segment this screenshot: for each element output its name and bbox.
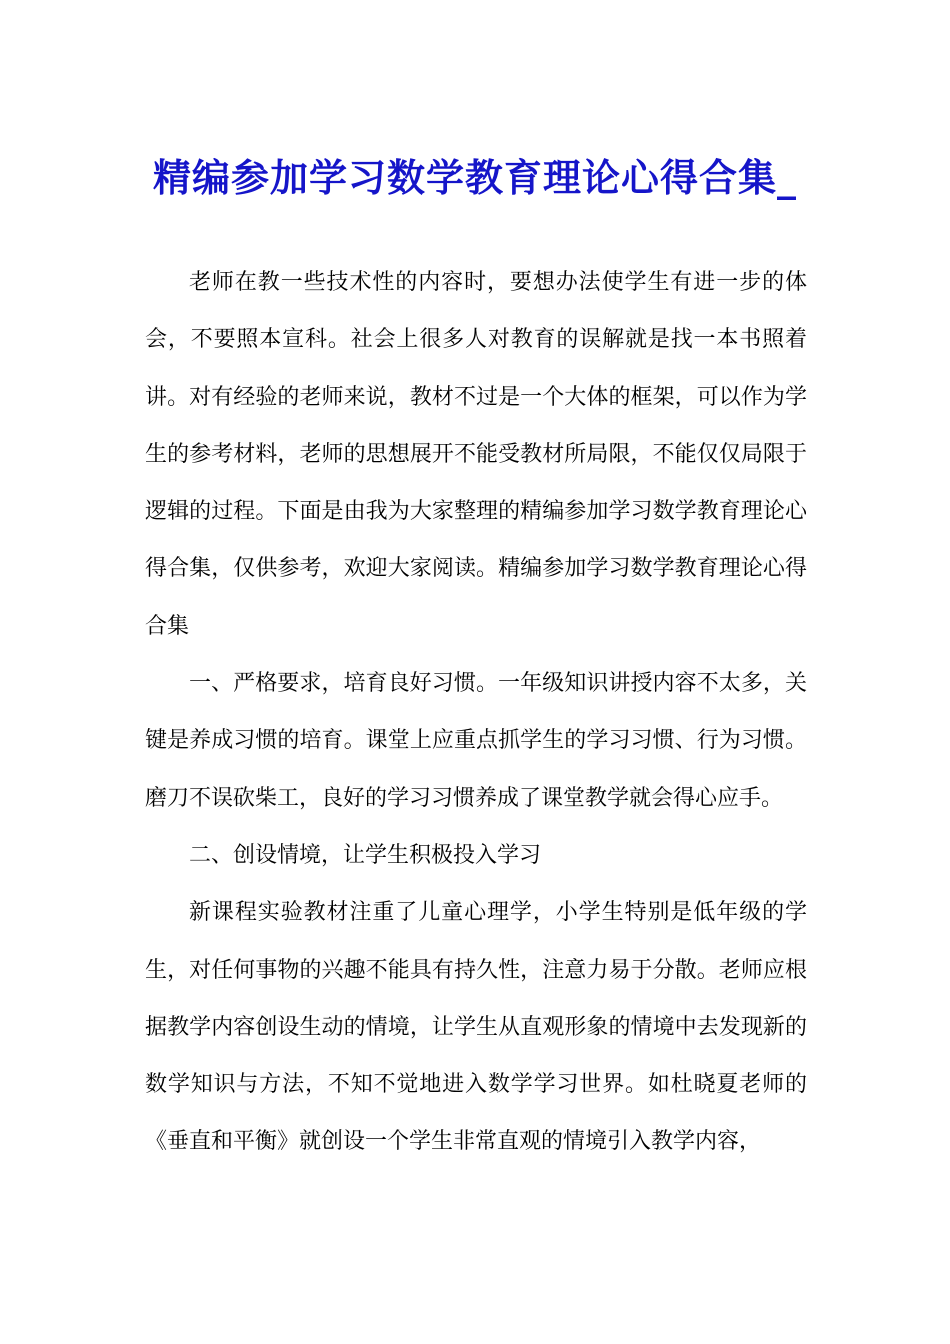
paragraph-intro: 老师在教一些技术性的内容时，要想办法使学生有进一步的体会，不要照本宣科。社会上很多人对教育的误解就是找一本书照着讲。对有经验的老师来说，教材不过是一个大体的框架，可以作为学生的参考材料，老师的思想展开不能受教材所局限，不能仅仅局限于逻辑的过程。下面是由我为大家整理的精编参加学习数学教育理论心得合集，仅供参考，欢迎大家阅读。精编参加学习数学教育理论心得合集 bbox=[145, 270, 807, 639]
document-body bbox=[145, 254, 807, 1171]
document-title: 精编参加学习数学教育理论心得合集_ bbox=[152, 156, 797, 201]
paragraph-section-1: 一、严格要求，培育良好习惯。一年级知识讲授内容不太多，关键是养成习惯的培育。课堂上应重点抓学生的学习习惯、行为习惯。磨刀不误砍柴工，良好的学习习惯养成了课堂教学就会得心应手。 bbox=[145, 671, 807, 811]
paragraph-section-2-body: 新课程实验教材注重了儿童心理学，小学生特别是低年级的学生，对任何事物的兴趣不能具有持久性，注意力易于分散。老师应根据教学内容创设生动的情境，让学生从直观形象的情境中去发现新的数学知识与方法，不知不觉地进入数学学习世界。如杜晓夏老师的《垂直和平衡》就创设一个学生非常直观的情境引入教学内容， bbox=[145, 900, 807, 1155]
paragraph-section-2-heading: 二、创设情境，让学生积极投入学习 bbox=[189, 842, 542, 868]
